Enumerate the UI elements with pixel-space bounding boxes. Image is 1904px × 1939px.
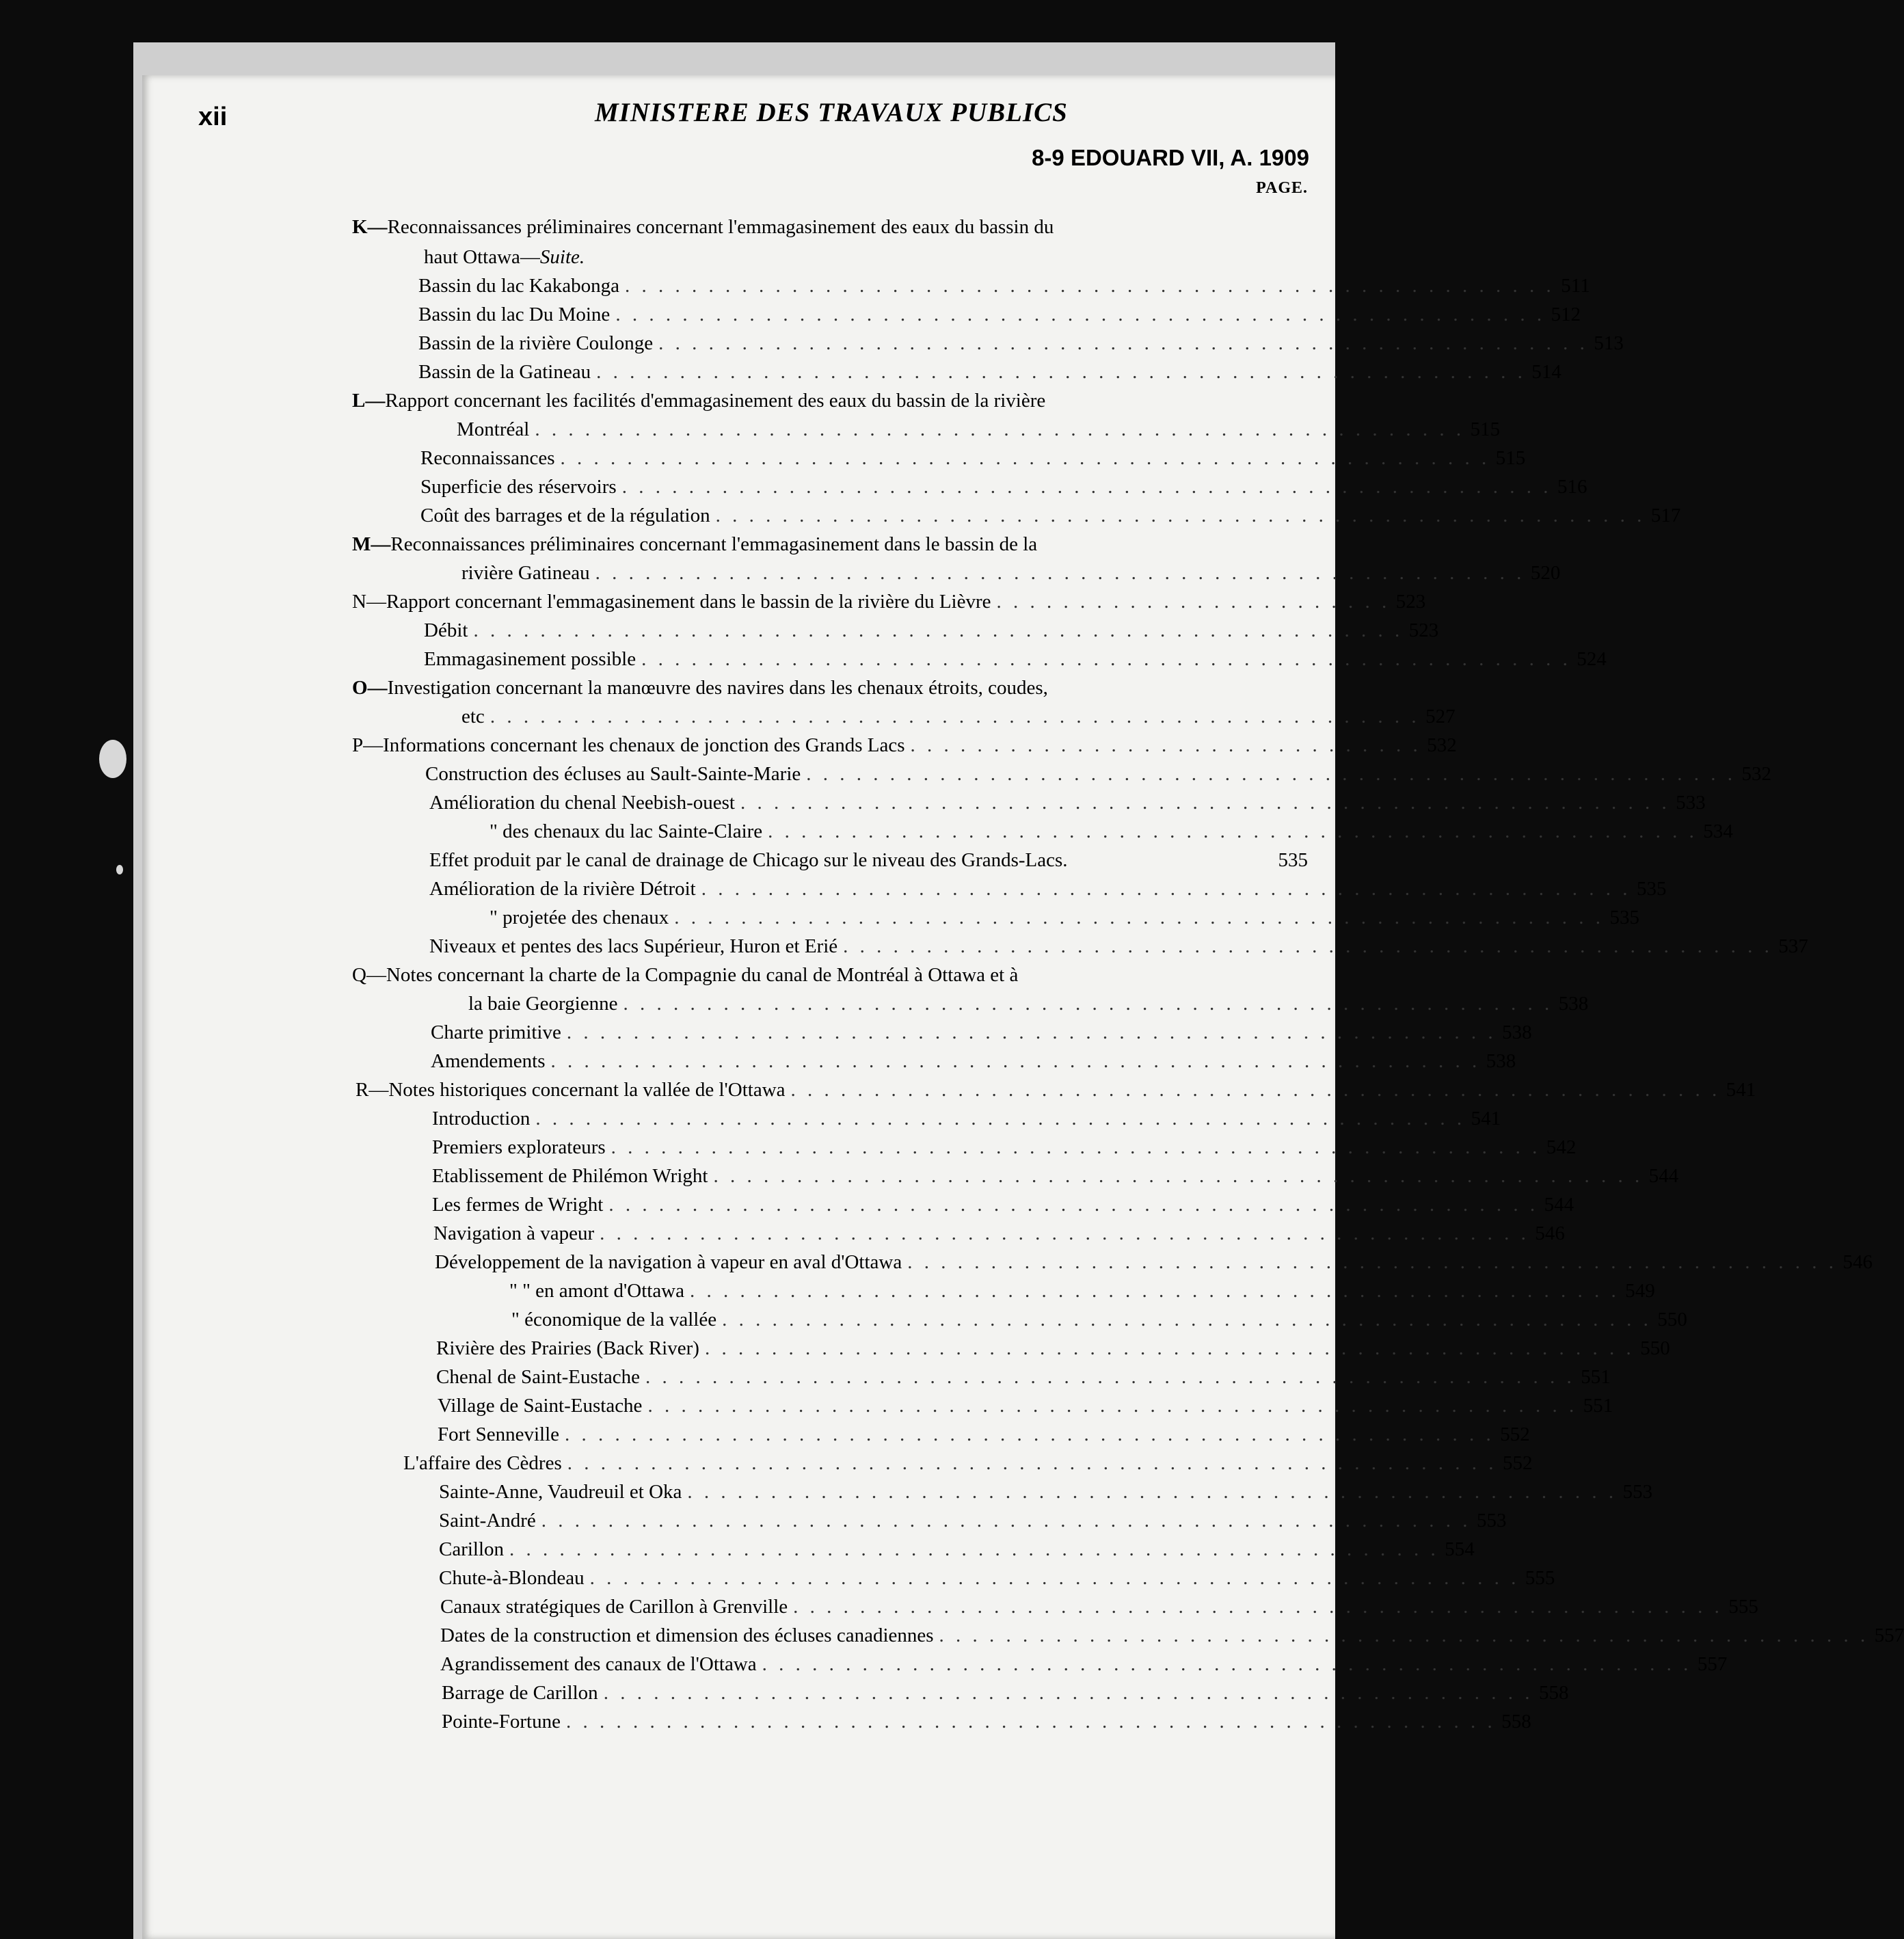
dot-leader: . . . . . . . . . . . . . . . . . . . . . . . . . . . . . . . . . . . . . . . . . . . . . . . . . . . . . . . .: [690, 1280, 1620, 1302]
toc-section-l: L—Rapport concernant les facilités d'emmagasinement des eaux du bassin de la rivière: [352, 390, 1046, 412]
dot-leader: . . . . . . . . . . . . . . . . . . . . . . . . . . . . . . . . . . . . . . . . . . . . . . . . . . . . . . . .: [608, 1194, 1539, 1216]
toc-entry-text: Sainte-Anne, Vaudreuil et Oka: [439, 1481, 682, 1503]
toc-page-number: 523: [1408, 619, 1439, 641]
toc-page-number: 553: [1622, 1481, 1653, 1503]
toc-entry: [457, 416, 1501, 443]
toc-page-number: 558: [1538, 1682, 1569, 1704]
toc-section-o: O—Investigation concernant la manœuvre des navires dans les chenaux étroits, coudes,: [352, 677, 1048, 699]
toc-page-number: 516: [1557, 476, 1587, 498]
toc-page-number: 512: [1551, 304, 1581, 325]
dot-leader: . . . . . . . . . . . . . . . . . . . . . . . . . . . . . . .: [910, 734, 1421, 756]
toc-entry-text: Barrage de Carillon: [442, 1682, 598, 1704]
toc-entry-text: Chenal de Saint-Eustache: [436, 1366, 640, 1388]
toc-entry-text: Emmagasinement possible: [424, 648, 636, 670]
toc-entry: [490, 818, 1733, 845]
toc-page-number: 534: [1703, 820, 1733, 842]
toc-page-number: 523: [1395, 591, 1426, 613]
dot-leader: . . . . . . . . . . . . . . . . . . . . . . . . . . . . . . . . . . . . . . . . . . . . . . . . . . . . . . . .: [768, 820, 1698, 842]
toc-entry: [432, 1134, 1577, 1161]
toc-page-number: 527: [1425, 706, 1456, 727]
dot-leader: . . . . . . . . . . . . . . . . . . . . . . . . . . . . . . . . . . . . . . . . . . . . . . . . . . . . . . . .: [624, 275, 1555, 297]
toc-entry: [418, 301, 1581, 328]
toc-entry-text: Etablissement de Philémon Wright: [432, 1165, 708, 1187]
dot-leader: . . . . . . . . . . . . . . . . . . . . . . . . . . . . . . . . . . . . . . . . . . . . . . . . . . . . . . . .: [615, 304, 1546, 325]
dot-leader: . . . . . . . . . . . . . . . . . . . . . . . . . . . . . . . . . . . . . . . . . . . . . . . . . . . . . . . .: [623, 993, 1553, 1015]
toc-page-number: 555: [1728, 1596, 1758, 1618]
toc-page-number: 549: [1625, 1280, 1655, 1302]
toc-entry: [432, 1191, 1574, 1218]
dot-leader: . . . . . . . . . . . . . . . . . . . . . . . . . . . . . . . . . . . . . . . . . . . . . . . . . . . . . . . .: [793, 1596, 1723, 1618]
toc-entry: [509, 1277, 1655, 1305]
toc-page-number: 557: [1697, 1653, 1728, 1675]
toc-entry: [429, 846, 1308, 874]
toc-entry-text: Amélioration du chenal Neebish-ouest: [429, 792, 735, 814]
toc-entry-text: Village de Saint-Eustache: [438, 1395, 643, 1417]
toc-entry: [352, 588, 1426, 615]
toc-entry: [425, 760, 1772, 788]
toc-page-number: 535: [1609, 907, 1639, 928]
toc-entry: [439, 1564, 1555, 1592]
toc-entry-text: " des chenaux du lac Sainte-Claire: [490, 820, 763, 842]
dot-leader: . . . . . . . . . . . . . . . . . . . . . . . . . . . . . . . . . . . . . . . . . . . . . . . . . . . . . . . .: [843, 935, 1773, 957]
page-column-label: PAGE.: [1256, 179, 1308, 197]
toc-entry: [440, 1622, 1904, 1649]
toc-page-number: 515: [1470, 418, 1501, 440]
toc-entry: [490, 904, 1639, 931]
toc-page-number: 538: [1502, 1021, 1532, 1043]
toc-page-number: 551: [1583, 1395, 1613, 1417]
dot-leader: . . . . . . . . . . . . . . . . . . . . . . . . . . . . . . . . . . . . . . . . . . . . . . . . . . . . . . . .: [687, 1481, 1618, 1503]
toc-page-number: 546: [1842, 1251, 1873, 1273]
dot-leader: . . . . . . . . . . . . . . . . . . . . . . . . . . . . . . . . . . . . . . . . . . . . . . . . . . . . . . . .: [595, 562, 1525, 584]
dot-leader: . . . . . . . . . . . . . . . . . . . . . . . . . . . . . . . . . . . . . . . . . . . . . . . . . . . . . . . .: [603, 1682, 1533, 1704]
dot-leader: . . . . . . . . . . . . . . . . . . . . . . . . . . . . . . . . . . . . . . . . . . . . . . . . . . . . . . . .: [658, 332, 1588, 354]
dot-leader: . . . . . . . . . . . . . . . . . . . . . . . . . . . . . . . . . . . . . . . . . . . . . . . . . . . . . . . .: [621, 476, 1552, 498]
toc-page-number: 551: [1581, 1366, 1611, 1388]
running-head: MINISTERE DES TRAVAUX PUBLICS: [595, 98, 1068, 127]
toc-entry-text: Coût des barrages et de la régulation: [420, 505, 710, 526]
toc-entry-text: Amendements: [431, 1050, 546, 1072]
toc-entry: [432, 1105, 1501, 1132]
dot-leader: . . . . . . . . . . . . . . . . . . . . . . . . . . . . . . . . . . . . . . . . . . . . . . . . . . . . . . . .: [509, 1538, 1439, 1560]
toc-entry-text: rivière Gatineau: [461, 562, 590, 584]
toc-section-k-cont: haut Ottawa—Suite.: [424, 246, 585, 268]
toc-entry-text: Débit: [424, 619, 468, 641]
toc-page-number: 555: [1525, 1567, 1555, 1589]
toc-entry: [438, 1392, 1613, 1419]
toc-page-number: 537: [1778, 935, 1808, 957]
toc-entry: [461, 559, 1561, 587]
dot-leader: . . . . . . . . . . . . . . . . . . . . . . . . . . . . . . . . . . . . . . . . . . . . . . . . . . . . . . . .: [722, 1309, 1652, 1330]
toc-entry-text: Fort Senneville: [438, 1423, 560, 1445]
toc-entry-text: L'affaire des Cèdres: [403, 1452, 562, 1474]
toc-entry: [420, 444, 1526, 472]
dot-leader: . . . . . . . . . . . . . . . . . . . . . . . . . . . . . . . . . . . . . . . . . . . . . . . . . . . . . . . .: [550, 1050, 1481, 1072]
dot-leader: . . . . . . . . . . . . . . . . . . . . . . . . . . . . . . . . . . . . . . . . . . . . . . . . . . . . . . . .: [701, 878, 1631, 900]
toc-entry: [418, 272, 1590, 299]
page-folio: xii: [198, 103, 228, 131]
toc-page-number: 520: [1530, 562, 1561, 584]
toc-page-number: 553: [1477, 1510, 1507, 1532]
toc-entry: [352, 732, 1457, 759]
toc-page-number: 511: [1561, 275, 1590, 297]
toc-entry: [439, 1507, 1507, 1534]
toc-entry-text: " " en amont d'Ottawa: [509, 1280, 685, 1302]
toc-entry-text: Montréal: [457, 418, 530, 440]
toc-entry: [511, 1306, 1687, 1333]
toc-page-number: 535: [1637, 878, 1667, 900]
toc-entry-text: Carillon: [439, 1538, 505, 1560]
toc-page-number: 541: [1471, 1108, 1501, 1129]
toc-page-number: 552: [1503, 1452, 1533, 1474]
toc-page-number: 513: [1594, 332, 1624, 354]
toc-page-number: 532: [1427, 734, 1457, 756]
toc-page-number: 538: [1486, 1050, 1516, 1072]
toc-entry-text: Premiers explorateurs: [432, 1136, 606, 1158]
toc-entry-text: Canaux stratégiques de Carillon à Grenville: [440, 1596, 788, 1618]
toc-page-number: 550: [1640, 1337, 1670, 1359]
toc-page-number: 544: [1648, 1165, 1679, 1187]
toc-entry: [468, 990, 1589, 1017]
toc-entry: [356, 1076, 1756, 1104]
toc-entry-text: Niveaux et pentes des lacs Supérieur, Huron et Erié: [429, 935, 838, 957]
dot-leader: . . . . . . . . . . . . . . . . . . . . . . . . . . . . . . . . . . . . . . . . . . . . . . . . . . . . . . . .: [567, 1452, 1497, 1474]
toc-entry-text: Bassin du lac Du Moine: [418, 304, 611, 325]
dot-leader: . . . . . . . . . . . . . . . . . . . . . . . . . . . . . . . . . . . . . . . . . . . . . . . . . . . . . . . .: [541, 1510, 1471, 1532]
toc-entry: [435, 1248, 1873, 1276]
toc-entry: [461, 703, 1456, 730]
toc-section-k: K—Reconnaissances préliminaires concernant l'emmagasinement des eaux du bassin du: [352, 216, 1054, 238]
toc-entry: [439, 1478, 1653, 1506]
dot-leader: . . . . . . . . . . . . . . . . . . . . . . . . . . . . . . . . . . . . . . . . . . . . . . . . . . . . . . . .: [713, 1165, 1644, 1187]
toc-entry: [403, 1449, 1533, 1477]
toc-entry-text: P—Informations concernant les chenaux de jonction des Grands Lacs: [352, 734, 905, 756]
toc-entry: [436, 1335, 1670, 1362]
dot-leader: . . . . . . . . . . . . . . . . . . . . . . . . . . . . . . . . . . . . . . . . . . . . . . . . . . . . . . . .: [566, 1021, 1497, 1043]
dot-leader: . . . . . . . . . . . . . . . . . . . . . . . . . . . . . . . . . . . . . . . . . . . . . . . . . . . . . . . .: [907, 1251, 1837, 1273]
toc-entry: [432, 1162, 1679, 1190]
dot-leader: . . . . . . . . . . . . . . . . . . . . . . . . . . . . . . . . . . . . . . . . . . . . . . . . . . . . . . . .: [641, 648, 1571, 670]
toc-entry-text: Effet produit par le canal de drainage de Chicago sur le niveau des Grands-Lacs.: [429, 849, 1068, 871]
toc-entry: [424, 617, 1439, 644]
dot-leader: . . . . . . . . . . . . . . . . . . . . . . . . . . . . . . . . . . . . . . . . . . . . . . . . . . . . . . . .: [647, 1395, 1578, 1417]
toc-entry: [424, 645, 1607, 673]
toc-entry-text: Q—Notes concernant la charte de la Compagnie du canal de Montréal à Ottawa et à: [352, 964, 1019, 986]
toc-entry-text: Développement de la navigation à vapeur en aval d'Ottawa: [435, 1251, 902, 1273]
toc-entry: [442, 1679, 1569, 1707]
dot-leader: . . . . . . . . . . . . . . . . . . . . . . . . . . . . . . . . . . . . . . . . . . . . . . . . . . . . . . . .: [589, 1567, 1520, 1589]
toc-entry: [420, 502, 1681, 529]
toc-entry-text: Pointe-Fortune: [442, 1711, 561, 1733]
toc-page-number: 550: [1657, 1309, 1687, 1330]
toc-page-number: 535: [1278, 849, 1308, 871]
dot-leader: . . . . . . . . . . . . . . . . . . . . . . . . . . . . . . . . . . . . . . . . . . . . . . . . . . . . . . . .: [674, 907, 1604, 928]
toc-page-number: 533: [1676, 792, 1706, 814]
dot-leader: . . . . . . . . . . . . . . . . . . . . . . . . . . . . . . . . . . . . . . . . . . . . . . . . . . . . . . . .: [645, 1366, 1575, 1388]
dot-leader: . . . . . . . . . . . . . . . . . . . . . . . . . . . . . . . . . . . . . . . . . . . . . . . . . . . . . . . .: [806, 763, 1737, 785]
toc-page-number: 546: [1535, 1222, 1565, 1244]
toc-entry: [436, 1363, 1611, 1391]
toc-entry-text: N—Rapport concernant l'emmagasinement dans le bassin de la rivière du Lièvre: [352, 591, 991, 613]
toc-entry-text: Bassin de la Gatineau: [418, 361, 591, 383]
toc-entry-text: Dates de la construction et dimension des écluses canadiennes: [440, 1624, 934, 1646]
toc-entry-text: " économique de la vallée: [511, 1309, 717, 1330]
toc-entry-text: la baie Georgienne: [468, 993, 618, 1015]
toc-page-number: 554: [1445, 1538, 1475, 1560]
toc-entry-text: Agrandissement des canaux de l'Ottawa: [440, 1653, 757, 1675]
toc-entry: [433, 1220, 1565, 1247]
dot-leader: . . . . . . . . . . . . . . . . . . . . . . . . . . . . . . . . . . . . . . . . . . . . . . . . . . . . . . . .: [939, 1624, 1869, 1646]
toc-entry-text: Introduction: [432, 1108, 531, 1129]
toc-entry-text: Construction des écluses au Sault-Sainte-Marie: [425, 763, 801, 785]
dot-leader: . . . . . . . . . . . . . . . . . . . . . . . . . . . . . . . . . . . . . . . . . . . . . . . . . . . . . . . .: [596, 361, 1526, 383]
toc-page-number: 544: [1544, 1194, 1574, 1216]
toc-entry: [418, 330, 1624, 357]
toc-page-number: 541: [1726, 1079, 1756, 1101]
dot-leader: . . . . . . . . . . . . . . . . . . . . . . . . . . . . . . . . . . . . . . . . . . . . . . . . . . . . . . . .: [560, 447, 1490, 469]
toc-page-number: 557: [1874, 1624, 1904, 1646]
toc-entry: [418, 358, 1561, 386]
toc-entry-text: " projetée des chenaux: [490, 907, 669, 928]
toc-page-number: 517: [1650, 505, 1681, 526]
dot-leader: . . . . . . . . . . . . . . . . . . . . . . . . . . . . . . . . . . . . . . . . . . . . . . . . . . . . . . . .: [565, 1423, 1494, 1445]
toc-entry-text: R—Notes historiques concernant la vallée de l'Ottawa: [356, 1079, 786, 1101]
dot-leader: . . . . . . . . . . . . . . . . . . . . . . . . . . . . . . . . . . . . . . . . . . . . . . . . . . . . . . . .: [611, 1136, 1541, 1158]
dot-leader: . . . . . . . . . . . . . . . . . . . . . . . . . . . . . . . . . . . . . . . . . . . . . . . . . . . . . . . .: [704, 1337, 1635, 1359]
toc-entry: [438, 1421, 1530, 1448]
toc-page-number: 515: [1495, 447, 1526, 469]
toc-page-number: 514: [1531, 361, 1561, 383]
dot-leader: . . . . . . . . . . . . . . . . . . . . . . . . . . . . . . . . . . . . . . . . . . . . . . . . . . . . . . . .: [490, 706, 1420, 727]
toc-section-m: M—Reconnaissances préliminaires concernant l'emmagasinement dans le bassin de la: [352, 533, 1038, 555]
toc-entry-text: Amélioration de la rivière Détroit: [429, 878, 696, 900]
dot-leader: . . . . . . . . . . . . . . . . . . . . . . . . . . . . . . . . . . . . . . . . . . . . . . . . . . . . . . . .: [790, 1079, 1721, 1101]
toc-entry: [429, 933, 1808, 960]
toc-entry-text: Chute-à-Blondeau: [439, 1567, 585, 1589]
toc-page-number: 538: [1558, 993, 1589, 1015]
dot-leader: . . . . . . . . . . . . . . . . . . . . . . . . . . . . . . . . . . . . . . . . . . . . . . . . . . . . . . . .: [535, 1108, 1466, 1129]
toc-entry-text: Navigation à vapeur: [433, 1222, 595, 1244]
dot-leader: . . . . . . . . . . . . . . . . . . . . . . . . . . . . . . . . . . . . . . . . . . . . . . . . . . . . . . . .: [473, 619, 1404, 641]
toc-entry: [440, 1593, 1758, 1620]
toc-entry: [440, 1650, 1728, 1678]
toc-page-number: 558: [1501, 1711, 1531, 1733]
toc-entry: [431, 1047, 1516, 1075]
toc-page-number: 552: [1500, 1423, 1530, 1445]
dot-leader: . . . . . . . . . . . . . . . . . . . . . . . .: [996, 591, 1391, 613]
toc-entry: [429, 875, 1667, 902]
toc-entry-text: Les fermes de Wright: [432, 1194, 604, 1216]
toc-entry-text: etc: [461, 706, 485, 727]
toc-page-number: 532: [1741, 763, 1772, 785]
dot-leader: . . . . . . . . . . . . . . . . . . . . . . . . . . . . . . . . . . . . . . . . . . . . . . . . . . . . . . . .: [600, 1222, 1529, 1244]
toc-entry: [431, 1019, 1532, 1046]
session-label: 8-9 EDOUARD VII, A. 1909: [1032, 145, 1309, 170]
toc-entry: [420, 473, 1587, 500]
toc-entry-text: Reconnaissances: [420, 447, 555, 469]
toc-page-number: 524: [1577, 648, 1607, 670]
toc-entry-text: Bassin du lac Kakabonga: [418, 275, 619, 297]
toc-entry: [439, 1536, 1475, 1563]
dot-leader: . . . . . . . . . . . . . . . . . . . . . . . . . . . . . . . . . . . . . . . . . . . . . . . . . . . . . . . .: [535, 418, 1465, 440]
dot-leader: . . . . . . . . . . . . . . . . . . . . . . . . . . . . . . . . . . . . . . . . . . . . . . . . . . . . . . . .: [762, 1653, 1692, 1675]
toc-page-number: 542: [1546, 1136, 1577, 1158]
toc-entry-text: Charte primitive: [431, 1021, 561, 1043]
dot-leader: . . . . . . . . . . . . . . . . . . . . . . . . . . . . . . . . . . . . . . . . . . . . . . . . . . . . . . . .: [740, 792, 1670, 814]
toc-entry: [352, 961, 1308, 989]
toc-entry: [442, 1708, 1531, 1735]
dot-leader: . . . . . . . . . . . . . . . . . . . . . . . . . . . . . . . . . . . . . . . . . . . . . . . . . . . . . . . .: [566, 1711, 1496, 1733]
toc-entry-text: Bassin de la rivière Coulonge: [418, 332, 654, 354]
toc-entry-text: Superficie des réservoirs: [420, 476, 617, 498]
toc-entry-text: Saint-André: [439, 1510, 536, 1532]
toc-entry: [429, 789, 1706, 816]
toc-entry-text: Rivière des Prairies (Back River): [436, 1337, 699, 1359]
dot-leader: . . . . . . . . . . . . . . . . . . . . . . . . . . . . . . . . . . . . . . . . . . . . . . . . . . . . . . . .: [715, 505, 1646, 526]
